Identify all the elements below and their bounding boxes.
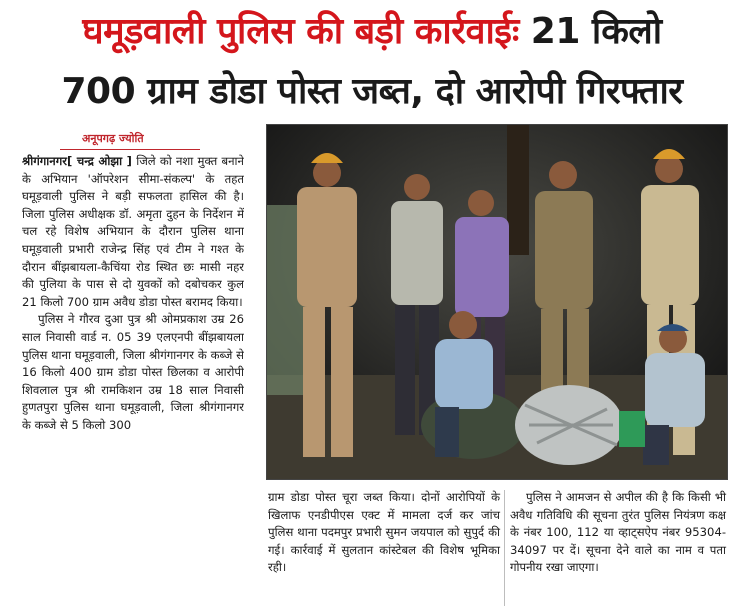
article-column-2-text: ग्राम डोडा पोस्त चूरा जब्त किया। दोनों आरोपियों के खिलाफ एनडीपीएस एक्ट में मामला दर्ज कर जांच पुलिस थाना पदमपुर प्रभारी सुमन जयपाल को सुपुर्द की गई। कार्रवाई में सुलतान कांस्टेबल की विशेष भूमिका रही। xyxy=(268,490,500,575)
news-photo-illustration xyxy=(267,125,727,479)
headline-red-part: घमूड़वाली पुलिस की बड़ी कार्रवाईः xyxy=(82,11,519,52)
article-paragraph-1 xyxy=(22,153,244,311)
dateline: श्रीगंगानगर[ चन्द्र ओझा ] xyxy=(22,154,132,168)
article-paragraph-1-text: जिले को नशा मुक्त बनाने के अभियान 'ऑपरेशन सीमा-संकल्प' के तहत घमूड़वाली पुलिस ने बड़ी सफलता हासिल की है। जिला पुलिस अधीक्षक डॉ. अमृता दुहन के निर्देशन में चल रहे विशेष अभियान के दौरान पुलिस थाना घमूड़वाली प्रभारी राजेन्द्र सिंह एवं टीम ने गश्त के दौरान बींझबायला-कैचिंया रोड स्थित छः मासी नहर की पुलिया के पास से दो युवकों को दबोचकर कुल 21 किलो 700 ग्राम अवैध डोडा पोस्त बरामद किया। xyxy=(22,154,244,309)
byline: अनूपगढ़ ज्योति xyxy=(82,132,144,145)
headline-line-1 xyxy=(0,8,744,56)
byline-rule xyxy=(60,149,200,150)
article-column-3 xyxy=(510,489,726,577)
headline-line-2: 700 ग्राम डोडा पोस्त जब्त, दो आरोपी गिरफ्तार xyxy=(61,71,683,112)
column-divider xyxy=(504,490,505,606)
article-column-1 xyxy=(22,153,244,608)
news-photo xyxy=(266,124,728,480)
article-column-2 xyxy=(268,489,500,577)
headline-black-part: 21 किलो xyxy=(530,11,662,52)
article-column-3-text: पुलिस ने आमजन से अपील की है कि किसी भी अवैध गतिविधि की सूचना तुरंत पुलिस नियंत्रण कक्ष के नंबर 100, 112 या व्हाट्सऐप नंबर 95304-34097 पर दें। सूचना देने वाले का नाम व पता गोपनीय रखा जाएगा। xyxy=(510,490,726,575)
article-paragraph-2: पुलिस ने गौरव दुआ पुत्र श्री ओमप्रकाश उम्र 26 साल निवासी वार्ड न. 05 39 एलएनपी बींझबायला पुलिस थाना घमूड़वाली, जिला श्रीगंगानगर के कब्जे से 16 किलो 400 ग्राम डोडा पोस्त छिलका व आरोपी शिवलाल पुत्र श्री रामकिशन उम्र 18 साल निवासी हुणतपुरा पुलिस थाना घमूड़वाली, जिला श्रीगंगानगर के कब्जे से 5 किलो 300 xyxy=(22,312,244,432)
